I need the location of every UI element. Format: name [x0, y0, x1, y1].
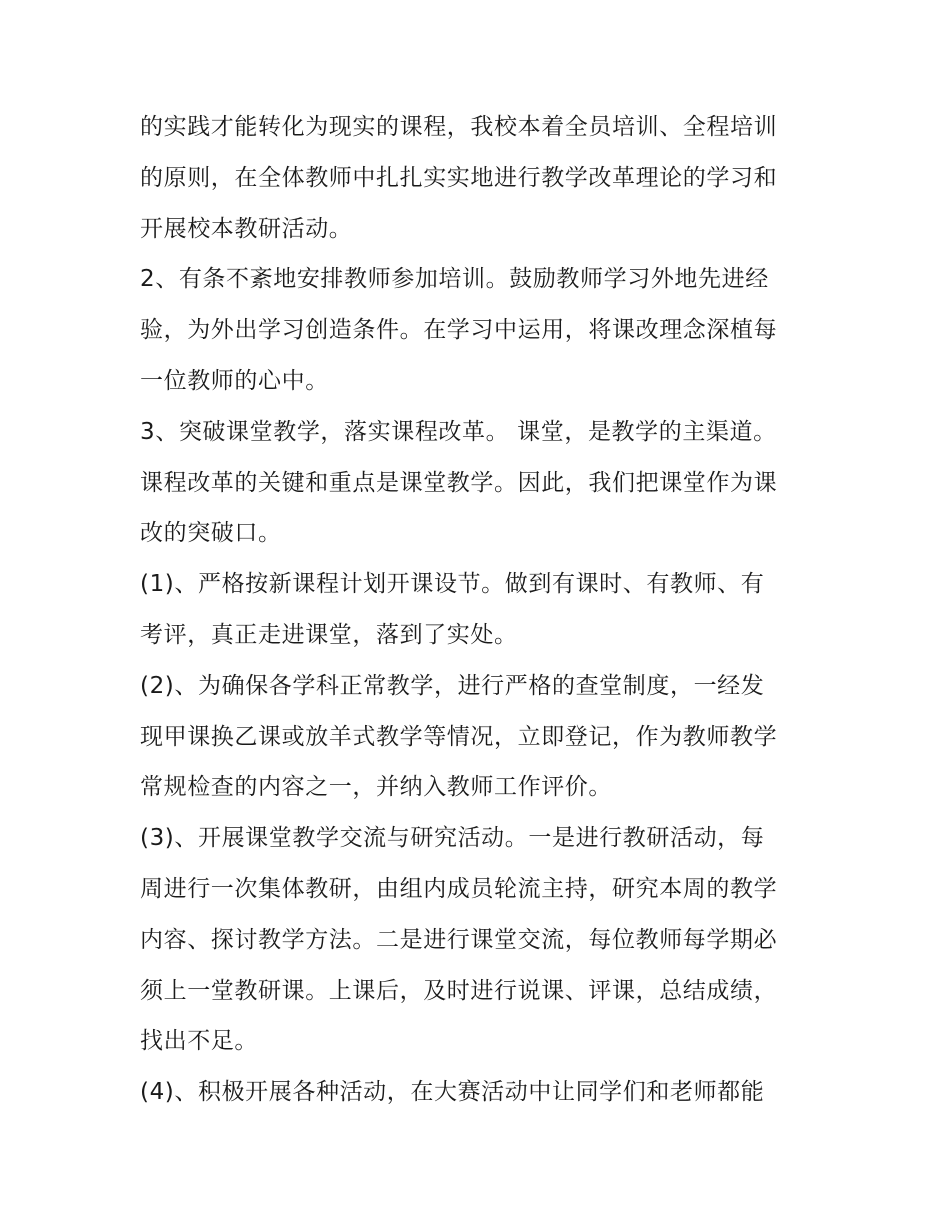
- text-line: (1)、严格按新课程计划开课设节。做到有课时、有教师、有: [140, 571, 765, 598]
- text-line: 验，为外出学习创造条件。在学习中运用，将课改理念深植每: [140, 317, 778, 344]
- text-line: 内容、探讨教学方法。二是进行课堂交流，每位教师每学期必: [140, 926, 778, 953]
- text-line: 一位教师的心中。: [140, 367, 329, 394]
- text-line: 的实践才能转化为现实的课程，我校本着全员培训、全程培训: [140, 114, 778, 140]
- text-line: (3)、开展课堂教学交流与研究活动。一是进行教研活动，每: [140, 825, 765, 852]
- text-line: 课程改革的关键和重点是课堂教学。因此，我们把课堂作为课: [140, 469, 778, 496]
- text-line: 改的突破口。: [140, 520, 282, 547]
- text-line: (2)、为确保各学科正常教学，进行严格的查堂制度，一经发: [140, 672, 765, 699]
- text-line: 周进行一次集体教研，由组内成员轮流主持，研究本周的教学: [140, 875, 778, 902]
- text-line: 须上一堂教研课。上课后，及时进行说课、评课，总结成绩，: [140, 977, 778, 1004]
- text-line: 常规检查的内容之一，并纳入教师工作评价。: [140, 774, 612, 801]
- text-line: 找出不足。: [140, 1028, 258, 1055]
- text-line: 考评，真正走进课堂，落到了实处。: [140, 621, 518, 648]
- text-line: 开展校本教研活动。: [140, 215, 353, 242]
- text-line: 3、突破课堂教学，落实课程改革。 课堂，是教学的主渠道。: [140, 418, 777, 445]
- document-body: [140, 102, 820, 1118]
- text-line: 的原则，在全体教师中扎扎实实地进行教学改革理论的学习和: [140, 164, 778, 191]
- text-line: 现甲课换乙课或放羊式教学等情况，立即登记，作为教师教学: [140, 723, 778, 750]
- text-line: 2、有条不紊地安排教师参加培训。鼓励教师学习外地先进经: [140, 266, 769, 293]
- text-line: (4)、积极开展各种活动，在大赛活动中让同学们和老师都能: [140, 1079, 765, 1106]
